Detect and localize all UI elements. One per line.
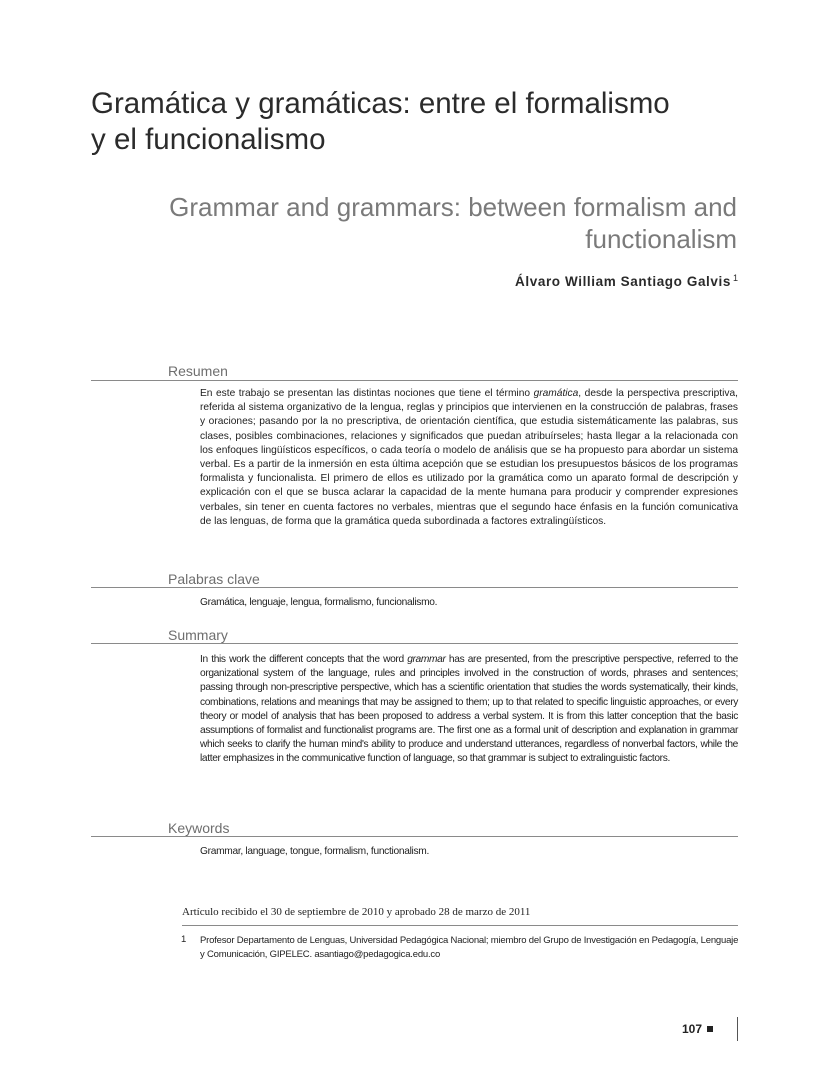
palabras-clave-heading: Palabras clave [168,571,260,587]
resumen-heading: Resumen [168,363,228,379]
resumen-text-em: gramática [533,388,579,399]
article-title-spanish [91,86,771,158]
palabras-clave-divider [91,587,738,588]
summary-heading: Summary [168,627,228,643]
summary-divider [91,643,738,644]
summary-text-before: In this work the different concepts that the word [200,654,408,665]
keywords-heading: Keywords [168,820,230,836]
footnote-number: 1 [181,934,187,945]
summary-text-after: has are presented, from the prescriptive perspective, referred to the organizational system of the language, rules and principles involved in the construction of words, phrases and sentences; passing through non-prescriptive perspective, which has a scientific orientation that studies the words systematically, their kinds, combinations, relations and meanings that may be assigned to them; up to that related to specific linguistic approaches, or every theory or model of analysis that has been proposed to address a verbal system. It is from this latter conception that the basic assumptions of formalist and functionalist programs are. The first one as a formal unit of description and explanation in grammar which seeks to clarify the human mind's ability to produce and understand utterances, regardless of nonverbal factors, while the latter emphasizes in the communicative function of language, so that grammar is subject to extralinguistic factors. [200,654,738,765]
article-title-english [140,191,737,255]
resumen-paragraph [200,387,738,529]
keywords-divider [91,836,738,837]
page-rule [737,1017,738,1041]
subtitle-line-1: Grammar and grammars: between formalism and [169,192,737,222]
resumen-text-before: En este trabajo se presentan las distintas nociones que tiene el término [200,388,534,399]
keywords-text: Grammar, language, tongue, formalism, functionalism. [200,846,430,857]
received-date-note: Artículo recibido el 30 de septiembre de 2010 y aprobado 28 de marzo de 2011 [182,906,531,918]
title-line-1: Gramática y gramáticas: entre el formalismo [91,87,670,120]
resumen-text-after: , desde la perspectiva prescriptiva, referida al sistema organizativo de la lengua, reglas y principios que intervienen en la construcción de palabras, frases y oraciones; pasando por la no prescriptiva, de orientación científica, que estudia sistemáticamente las palabras, sus clases, posibles combinaciones, relaciones y significados que puedan atribuírseles; hasta llegar a la relacionada con los enfoques lingüísticos específicos, o cada teoría o modelo de análisis que se ha propuesto para abordar un sistema verbal. Es a partir de la inmersión en esta última acepción que se estudian los presupuestos básicos de los programas formalista y funcionalista. El primero de ellos es utilizado por la gramática como un aparato formal de descripción y explicación con el que se busca aclarar la capacidad de la mente humana para producir y comprender expresiones verbales, sin tener en cuenta factores no verbales, mientras que el segundo hace énfasis en la función comunicativa de las lenguas, de forma que la gramática queda subordinada a factores extralingüísticos. [200,388,738,527]
summary-paragraph [200,653,738,767]
summary-text-em: grammar [407,654,446,665]
page-number [682,1022,713,1036]
subtitle-line-2: functionalism [585,224,737,254]
title-line-2: y el funcionalismo [91,123,326,156]
author-name: Álvaro William Santiago Galvis [515,274,731,289]
author-line [515,273,738,289]
footnote-text: Profesor Departamento de Lenguas, Universidad Pedagógica Nacional; miembro del Grupo de Investigación en Pedagogía, Lenguaje y Comunicación, GIPELEC. asantiago@pedagogica.edu.co [200,935,739,960]
author-footnote-mark: 1 [732,273,738,283]
square-bullet-icon [707,1026,713,1032]
resumen-divider [91,380,738,381]
footnote-divider [182,925,738,926]
page-number-value: 107 [682,1022,703,1036]
palabras-clave-text: Gramática, lenguaje, lengua, formalismo, funcionalismo. [200,597,438,608]
